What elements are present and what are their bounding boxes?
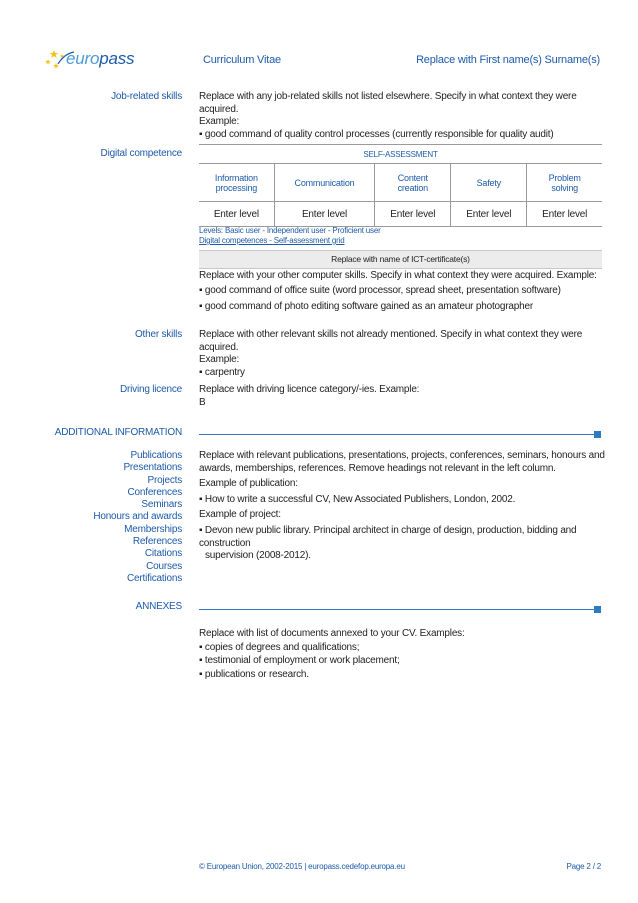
level-cell[interactable]: Enter level xyxy=(451,202,527,227)
level-cell[interactable]: Enter level xyxy=(375,202,451,227)
publications-label: Publications xyxy=(130,450,182,461)
level-cell[interactable]: Enter level xyxy=(527,202,602,227)
footer-copyright: © European Union, 2002-2015 | europass.cedefop.europa.eu xyxy=(199,862,405,871)
additional-information-text: Replace with relevant publications, presentations, projects, conferences, seminars, honours and awards, memberships, references. Remove headings not relevant in the left column. Example of publication: ▪ How to write a successful CV, New Associated Publishers, London, 2002. Example of project: ▪ Devon new public library. Principal architect in charge of design, production, bidding and construction supervision (2008-2012). xyxy=(199,450,605,562)
column-safety: Safety xyxy=(451,164,527,202)
section-divider-square xyxy=(594,431,601,438)
certifications-label: Certifications xyxy=(127,572,182,584)
level-cell[interactable]: Enter level xyxy=(274,202,375,227)
europass-logo-text: europass xyxy=(66,49,135,68)
other-skills-label: Other skills xyxy=(134,329,182,340)
additional-labels xyxy=(30,450,182,585)
column-content-creation: Content creation xyxy=(375,164,451,202)
column-information-processing: Information processing xyxy=(199,164,274,202)
level-cell[interactable]: Enter level xyxy=(199,202,274,227)
annexes-text: Replace with list of documents annexed to your CV. Examples: ▪ copies of degrees and qualifications; ▪ testimonial of employment or work placement; ▪ publications or research. xyxy=(199,628,465,680)
person-name: Replace with First name(s) Surname(s) xyxy=(416,54,600,66)
references-label: References xyxy=(132,536,182,548)
job-skills-text: Replace with any job-related skills not listed elsewhere. Specify in what context they were acquired. Example: ▪ good command of quality control processes (currently responsible for quality audit) xyxy=(199,91,577,140)
memberships-label: Memberships xyxy=(124,523,182,535)
levels-legend: Levels: Basic user - Independent user - Proficient user Digital competences - Self-assessment grid xyxy=(199,226,381,245)
seminars-label: Seminars xyxy=(141,499,182,511)
section-divider-line xyxy=(199,434,594,435)
document-title: Curriculum Vitae xyxy=(203,54,281,66)
section-divider-square xyxy=(594,606,601,613)
other-computer-skills-text: Replace with your other computer skills. Specify in what context they were acquired. Example: ▪ good command of office suite (word processor, spread sheet, presentation software) ▪ good command of photo editing software gained as an amateur photographer xyxy=(199,270,597,312)
annexes-heading: ANNEXES xyxy=(135,601,182,612)
driving-licence-text: Replace with driving licence category/-ies. Example: B xyxy=(199,384,420,408)
digital-self-assessment-table xyxy=(199,144,602,227)
other-skills-text: Replace with other relevant skills not already mentioned. Specify in what context they were acquired. Example: ▪ carpentry xyxy=(199,329,583,378)
driving-licence-label: Driving licence xyxy=(119,384,182,395)
additional-information-heading: ADDITIONAL INFORMATION xyxy=(54,427,182,438)
column-problem-solving: Problem solving xyxy=(527,164,602,202)
self-assessment-grid-link[interactable]: Digital competences - Self-assessment grid xyxy=(199,236,345,245)
column-communication: Communication xyxy=(274,164,375,202)
citations-label: Citations xyxy=(144,548,182,560)
digital-competence-label: Digital competence xyxy=(100,148,182,159)
ict-certificate-bar: Replace with name of ICT-certificate(s) xyxy=(199,250,602,269)
honours-awards-label: Honours and awards xyxy=(93,511,182,523)
footer-page-number: Page 2 / 2 xyxy=(566,862,601,871)
courses-label: Courses xyxy=(146,560,182,572)
presentations-label: Presentations xyxy=(123,462,182,474)
conferences-label: Conferences xyxy=(127,486,182,498)
self-assessment-heading: SELF-ASSESSMENT xyxy=(199,145,602,164)
section-divider-line xyxy=(199,609,594,610)
job-skills-label: Job-related skills xyxy=(111,91,182,102)
projects-label: Projects xyxy=(147,474,182,486)
